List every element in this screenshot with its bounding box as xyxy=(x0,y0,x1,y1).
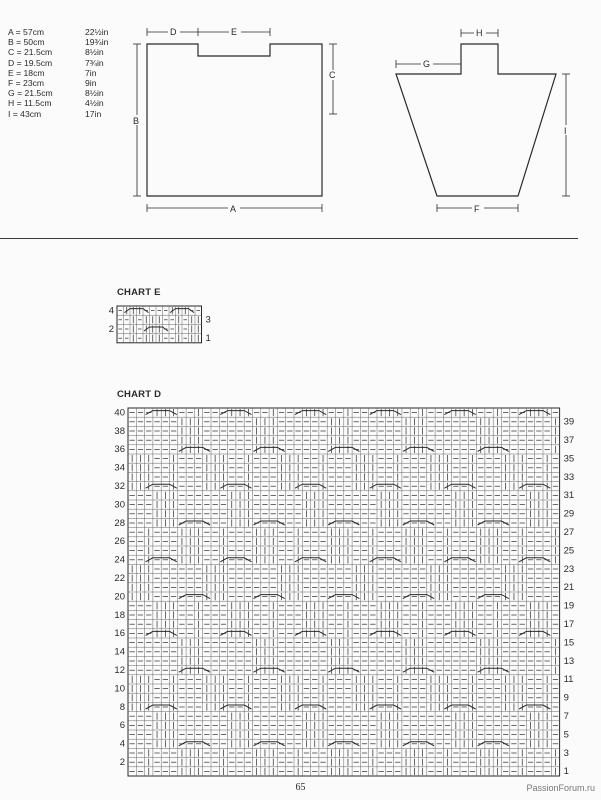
page-number: 65 xyxy=(295,782,306,793)
chart-e-grid xyxy=(105,300,215,350)
chart-d-row-label: 16 xyxy=(114,628,125,640)
chart-d-row-label: 28 xyxy=(114,517,125,529)
chart-d-row-label: 23 xyxy=(563,563,575,575)
measurement-row-a: A = 57cm 22½in xyxy=(8,27,109,37)
chart-d-row-label: 1 xyxy=(563,766,569,778)
chart-d-row-label: 20 xyxy=(114,591,125,603)
chart-d-title: CHART D xyxy=(117,389,162,400)
chart-d-row-label: 14 xyxy=(114,646,125,658)
chart-d-row-label: 21 xyxy=(563,582,575,594)
measurement-row-c: C = 21.5cm 8½in xyxy=(8,47,104,58)
chart-d-row-label: 32 xyxy=(114,480,125,492)
chart-d-row-label: 19 xyxy=(563,600,575,612)
chart-d-row-label: 26 xyxy=(114,536,125,548)
measurement-row-b: B = 50cm 19¾in xyxy=(8,37,109,48)
chart-d-row-label: 8 xyxy=(119,701,125,713)
measurement-row-g: G = 21.5cm 8½in xyxy=(8,88,104,99)
chart-d-row-label: 6 xyxy=(119,720,125,732)
label-f: F xyxy=(474,204,480,214)
label-h: H xyxy=(476,28,483,38)
label-b: B xyxy=(133,116,140,126)
measurement-row-f: F = 23cm 9in xyxy=(8,78,97,89)
chart-d-row-label: 15 xyxy=(563,637,575,649)
chart-d-row-label: 3 xyxy=(563,747,569,759)
watermark: PassionForum.ru xyxy=(526,783,595,793)
label-a: A xyxy=(230,204,237,214)
chart-e-title: CHART E xyxy=(117,287,161,298)
chart-d-row-label: 10 xyxy=(114,683,125,695)
measurement-row-i: I = 43cm 17in xyxy=(8,108,102,119)
chart-d-row-label: 17 xyxy=(563,618,575,630)
label-g: G xyxy=(423,59,431,69)
measurement-row-e: E = 18cm 7in xyxy=(8,67,97,78)
chart-d-row-label: 37 xyxy=(563,434,575,446)
section-divider xyxy=(0,238,578,239)
label-c: C xyxy=(329,70,336,80)
chart-d-row-label: 11 xyxy=(563,674,574,686)
chart-d-row-label: 34 xyxy=(114,462,125,474)
sleeve-outline xyxy=(396,44,556,196)
label-i: I xyxy=(564,126,567,136)
chart-d-row-label: 30 xyxy=(114,499,125,511)
label-d: D xyxy=(170,27,177,37)
sleeve-schematic-diagram xyxy=(0,0,601,235)
chart-d-row-label: 24 xyxy=(114,554,125,566)
measurement-row-h: H = 11.5cm 4½in xyxy=(8,98,104,109)
chart-d-row-label: 5 xyxy=(563,729,569,741)
chart-e-row-label: 2 xyxy=(108,323,114,335)
chart-d-row-label: 22 xyxy=(114,572,125,584)
chart-e-row-label: 4 xyxy=(108,305,114,317)
chart-d-row-label: 2 xyxy=(119,756,125,768)
chart-d-row-label: 7 xyxy=(563,710,569,722)
chart-d-row-label: 38 xyxy=(114,425,125,437)
chart-d-row-label: 9 xyxy=(563,692,569,704)
label-e: E xyxy=(231,27,238,37)
chart-d-grid xyxy=(108,402,578,782)
chart-d-row-label: 39 xyxy=(563,416,575,428)
measurement-row-d: D = 19.5cm 7¾in xyxy=(8,57,104,68)
chart-d-row-label: 4 xyxy=(119,738,125,750)
chart-d-row-label: 33 xyxy=(563,471,575,483)
chart-d-row-label: 18 xyxy=(114,609,125,621)
chart-d-row-label: 13 xyxy=(563,655,575,667)
chart-d-row-label: 12 xyxy=(114,664,125,676)
chart-e-row-label: 3 xyxy=(205,314,211,326)
chart-e-row-label: 1 xyxy=(205,332,211,344)
chart-d-row-label: 25 xyxy=(563,545,575,557)
chart-d-row-label: 31 xyxy=(563,490,575,502)
chart-d-row-label: 29 xyxy=(563,508,575,520)
chart-d-row-label: 40 xyxy=(114,407,125,419)
chart-d-row-label: 36 xyxy=(114,444,125,456)
chart-d-row-label: 27 xyxy=(563,526,575,538)
chart-d-row-label: 35 xyxy=(563,453,575,465)
